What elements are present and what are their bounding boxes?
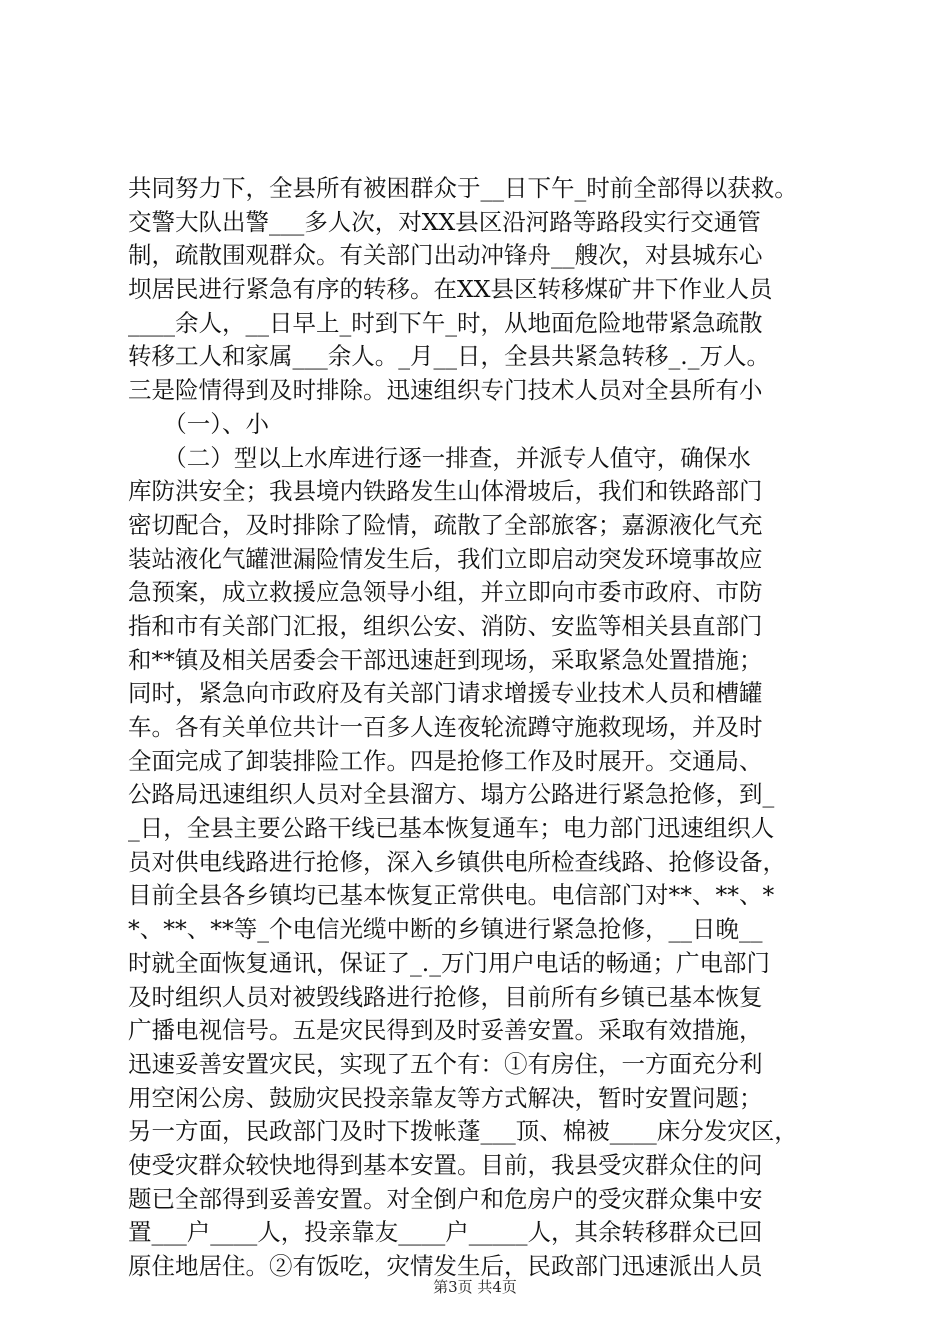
text-line: 同时，紧急向市政府及有关部门请求增援专业技术人员和槽罐: [128, 679, 763, 708]
text-line: 置___户____人，投亲靠友____户_____人，其余转移群众已回: [128, 1218, 763, 1247]
text-line: 迅速妥善安置灾民，实现了五个有：①有房住，一方面充分利: [128, 1049, 763, 1078]
text-line: 制，疏散围观群众。有关部门出动冲锋舟__艘次，对县城东心: [128, 241, 763, 270]
text-line: 用空闲公房、鼓励灾民投亲靠友等方式解决，暂时安置问题；: [128, 1083, 763, 1112]
text-line: 交警大队出警___多人次，对XX县区沿河路等路段实行交通管: [128, 207, 761, 236]
text-line: 全面完成了卸装排险工作。四是抢修工作及时展开。交通局、: [128, 746, 763, 775]
text-line: 原住地居住。②有饭吃，灾情发生后，民政部门迅速派出人员: [128, 1252, 763, 1280]
text-line: 公路局迅速组织人员对全县溜方、塌方公路进行紧急抢修，到_: [128, 780, 775, 809]
text-line: 目前全县各乡镇均已基本恢复正常供电。电信部门对**、**、*: [128, 881, 775, 910]
text-line: 题已全部得到妥善安置。对全倒户和危房户的受灾群众集中安: [128, 1184, 763, 1213]
text-line: 广播电视信号。五是灾民得到及时妥善安置。采取有效措施，: [128, 1016, 763, 1045]
text-line: 另一方面，民政部门及时下拨帐蓬___顶、棉被____床分发灾区，: [128, 1117, 798, 1146]
text-line: 三是险情得到及时排除。迅速组织专门技术人员对全县所有小: [128, 376, 763, 405]
text-line: 坝居民进行紧急有序的转移。在XX县区转移煤矿井下作业人员: [128, 275, 773, 304]
text-line: *、**、**等_个电信光缆中断的乡镇进行紧急抢修，__日晚__: [128, 915, 763, 944]
text-line: （二）型以上水库进行逐一排查，并派专人值守，确保水: [128, 443, 751, 472]
text-line: 和**镇及相关居委会干部迅速赶到现场，采取紧急处置措施；: [128, 645, 763, 674]
text-line: 时就全面恢复通讯，保证了_._万门用户电话的畅通；广电部门: [128, 948, 770, 977]
text-line: 共同努力下，全县所有被困群众于__日下午_时前全部得以获救。: [128, 174, 798, 202]
text-line: 急预案，成立救援应急领导小组，并立即向市委市政府、市防: [128, 578, 763, 607]
page-footer: 第3页 共4页: [433, 1278, 517, 1296]
body-text: [128, 172, 838, 1284]
text-line: _日，全县主要公路干线已基本恢复通车；电力部门迅速组织人: [128, 814, 775, 843]
text-line: 及时组织人员对被毁线路进行抢修，目前所有乡镇已基本恢复: [128, 982, 763, 1011]
text-line: 密切配合，及时排除了险情，疏散了全部旅客；嘉源液化气充: [128, 510, 763, 539]
text-line: 员对供电线路进行抢修，深入乡镇供电所检查线路、抢修设备，: [128, 847, 786, 876]
text-line: 指和市有关部门汇报，组织公安、消防、安监等相关县直部门: [128, 611, 763, 640]
text-line: （一）、小: [128, 409, 269, 438]
text-line: 使受灾群众较快地得到基本安置。目前，我县受灾群众住的问: [128, 1150, 763, 1179]
text-line: 转移工人和家属___余人。_月__日，全县共紧急转移_._万人。: [128, 342, 770, 371]
text-line: ____余人，__日早上_时到下午_时，从地面危险地带紧急疏散: [128, 308, 763, 337]
text-line: 装站液化气罐泄漏险情发生后，我们立即启动突发环境事故应: [128, 544, 763, 573]
text-line: 车。各有关单位共计一百多人连夜轮流蹲守施救现场，并及时: [128, 713, 763, 741]
text-line: 库防洪安全；我县境内铁路发生山体滑坡后，我们和铁路部门: [128, 477, 763, 506]
